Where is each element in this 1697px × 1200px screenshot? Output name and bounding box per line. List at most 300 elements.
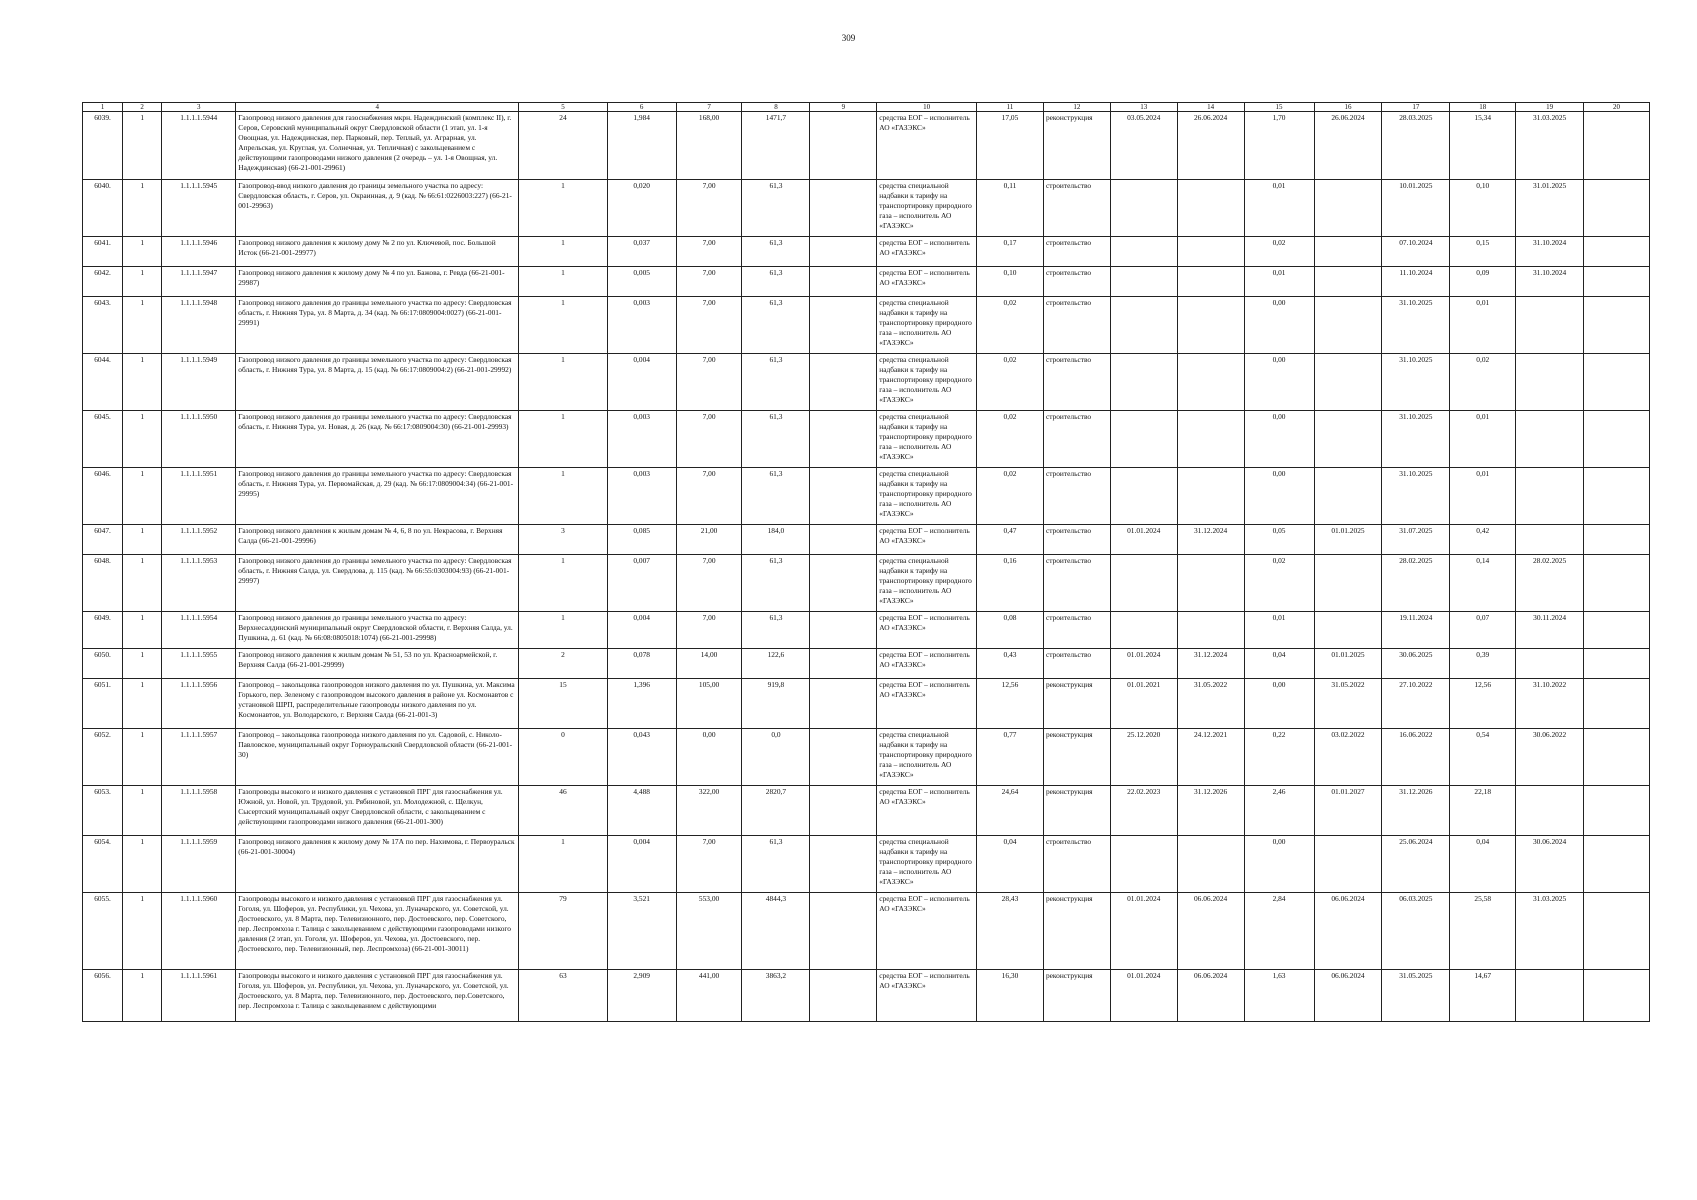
table-cell-col-3: 1.1.1.1.5958 bbox=[162, 786, 236, 836]
table-cell-col-14 bbox=[1177, 612, 1244, 649]
table-cell-col-10: средства ЕОГ – исполнитель АО «ГАЗЭКС» bbox=[877, 679, 977, 729]
table-cell-col-9 bbox=[810, 555, 877, 612]
table-cell-col-1: 6044. bbox=[83, 354, 123, 411]
table-cell-col-7: 322,00 bbox=[676, 786, 742, 836]
table-cell-col-5: 1 bbox=[519, 612, 607, 649]
table-cell-col-9 bbox=[810, 354, 877, 411]
table-cell-col-18: 14,67 bbox=[1450, 970, 1516, 1022]
table-cell-col-20 bbox=[1584, 836, 1650, 893]
table-cell-col-4: Газопроводы высокого и низкого давления с установкой ПРГ для газоснабжения ул. Южной, ул. Новой, ул. Трудовой, ул. Рябиновой, ул. Молодежной, с. Щелкун, Сысертский муниципальный округ Свердловской области, с закольцеванием с действующими газопроводами низкого давления (66-21-001-300) bbox=[236, 786, 519, 836]
table-cell-col-10: средства ЕОГ – исполнитель АО «ГАЗЭКС» bbox=[877, 612, 977, 649]
table-cell-col-3: 1.1.1.1.5951 bbox=[162, 468, 236, 525]
table-cell-col-2: 1 bbox=[123, 180, 162, 237]
table-row bbox=[83, 267, 1650, 297]
table-cell-col-9 bbox=[810, 267, 877, 297]
table-cell-col-2: 1 bbox=[123, 354, 162, 411]
table-cell-col-17: 31.12.2026 bbox=[1382, 786, 1450, 836]
table-cell-col-7: 7,00 bbox=[676, 555, 742, 612]
table-cell-col-8: 61,3 bbox=[742, 267, 810, 297]
table-cell-col-9 bbox=[810, 679, 877, 729]
table-cell-col-20 bbox=[1584, 729, 1650, 786]
table-cell-col-16 bbox=[1314, 468, 1382, 525]
table-cell-col-19: 30.11.2024 bbox=[1516, 612, 1584, 649]
table-cell-col-4: Газопровод низкого давления к жилому дому № 17А по пер. Нахимова, г. Первоуральск (66-21-001-30004) bbox=[236, 836, 519, 893]
table-cell-col-6: 0,020 bbox=[607, 180, 676, 237]
table-cell-col-8: 61,3 bbox=[742, 237, 810, 267]
table-cell-col-19: 28.02.2025 bbox=[1516, 555, 1584, 612]
table-cell-col-7: 7,00 bbox=[676, 180, 742, 237]
table-cell-col-10: средства ЕОГ – исполнитель АО «ГАЗЭКС» bbox=[877, 893, 977, 970]
table-cell-col-12: строительство bbox=[1043, 836, 1110, 893]
table-cell-col-2: 1 bbox=[123, 555, 162, 612]
table-cell-col-2: 1 bbox=[123, 729, 162, 786]
table-cell-col-10: средства специальной надбавки к тарифу на транспортировку природного газа – исполнитель АО «ГАЗЭКС» bbox=[877, 180, 977, 237]
table-cell-col-16: 26.06.2024 bbox=[1314, 112, 1382, 180]
column-header-5: 5 bbox=[519, 103, 607, 112]
table-cell-col-7: 21,00 bbox=[676, 525, 742, 555]
table-cell-col-15: 1,63 bbox=[1244, 970, 1314, 1022]
table-row bbox=[83, 970, 1650, 1022]
table-row bbox=[83, 679, 1650, 729]
table-cell-col-19: 31.03.2025 bbox=[1516, 112, 1584, 180]
table-cell-col-4: Газопровод низкого давления до границы земельного участка по адресу: Свердловская область, г. Нижняя Салда, ул. Свердлова, д. 115 (кад. № 66:55:0303004:93) (66-21-001-29997) bbox=[236, 555, 519, 612]
table-cell-col-13: 22.02.2023 bbox=[1110, 786, 1177, 836]
table-cell-col-20 bbox=[1584, 180, 1650, 237]
table-cell-col-16: 03.02.2022 bbox=[1314, 729, 1382, 786]
table-cell-col-12: строительство bbox=[1043, 237, 1110, 267]
table-cell-col-4: Газопровод – закольцовка газопровода низкого давления по ул. Садовой, с. Николо-Павловское, муниципальный округ Горноуральский Свердловской области (66-21-001-30) bbox=[236, 729, 519, 786]
table-cell-col-3: 1.1.1.1.5960 bbox=[162, 893, 236, 970]
table-cell-col-7: 7,00 bbox=[676, 354, 742, 411]
table-row bbox=[83, 612, 1650, 649]
table-cell-col-12: реконструкция bbox=[1043, 112, 1110, 180]
table-cell-col-20 bbox=[1584, 555, 1650, 612]
table-cell-col-6: 3,521 bbox=[607, 893, 676, 970]
table-cell-col-3: 1.1.1.1.5954 bbox=[162, 612, 236, 649]
table-row bbox=[83, 411, 1650, 468]
table-cell-col-13 bbox=[1110, 237, 1177, 267]
table-cell-col-1: 6043. bbox=[83, 297, 123, 354]
table-cell-col-2: 1 bbox=[123, 786, 162, 836]
table-cell-col-18: 0,42 bbox=[1450, 525, 1516, 555]
table-cell-col-5: 79 bbox=[519, 893, 607, 970]
table-cell-col-4: Газопровод низкого давления до границы земельного участка по адресу: Верхнесалдинский муниципальный округ Свердловской области, г. Верхняя Салда, ул. Пушкина, д. 61 (кад. № 66:08:0805018:1074) (66-21-001-29998) bbox=[236, 612, 519, 649]
table-cell-col-12: строительство bbox=[1043, 612, 1110, 649]
table-cell-col-13 bbox=[1110, 180, 1177, 237]
column-header-15: 15 bbox=[1244, 103, 1314, 112]
table-cell-col-2: 1 bbox=[123, 267, 162, 297]
table-cell-col-17: 25.06.2024 bbox=[1382, 836, 1450, 893]
table-cell-col-17: 16.06.2022 bbox=[1382, 729, 1450, 786]
table-cell-col-19: 31.10.2024 bbox=[1516, 267, 1584, 297]
table-cell-col-19 bbox=[1516, 468, 1584, 525]
table-cell-col-5: 2 bbox=[519, 649, 607, 679]
column-header-13: 13 bbox=[1110, 103, 1177, 112]
table-cell-col-17: 19.11.2024 bbox=[1382, 612, 1450, 649]
table-cell-col-7: 0,00 bbox=[676, 729, 742, 786]
table-cell-col-11: 0,02 bbox=[977, 411, 1044, 468]
table-cell-col-3: 1.1.1.1.5945 bbox=[162, 180, 236, 237]
table-cell-col-1: 6049. bbox=[83, 612, 123, 649]
table-cell-col-10: средства специальной надбавки к тарифу на транспортировку природного газа – исполнитель АО «ГАЗЭКС» bbox=[877, 411, 977, 468]
table-cell-col-9 bbox=[810, 180, 877, 237]
table-cell-col-6: 0,005 bbox=[607, 267, 676, 297]
table-cell-col-16: 06.06.2024 bbox=[1314, 970, 1382, 1022]
table-cell-col-11: 0,16 bbox=[977, 555, 1044, 612]
table-cell-col-20 bbox=[1584, 679, 1650, 729]
table-body bbox=[83, 112, 1650, 1022]
table-cell-col-14: 31.12.2024 bbox=[1177, 525, 1244, 555]
table-cell-col-10: средства ЕОГ – исполнитель АО «ГАЗЭКС» bbox=[877, 970, 977, 1022]
table-cell-col-5: 1 bbox=[519, 237, 607, 267]
table-cell-col-17: 28.02.2025 bbox=[1382, 555, 1450, 612]
table-cell-col-3: 1.1.1.1.5952 bbox=[162, 525, 236, 555]
table-cell-col-20 bbox=[1584, 468, 1650, 525]
table-cell-col-7: 441,00 bbox=[676, 970, 742, 1022]
table-cell-col-17: 31.10.2025 bbox=[1382, 354, 1450, 411]
table-cell-col-14: 06.06.2024 bbox=[1177, 970, 1244, 1022]
table-cell-col-17: 30.06.2025 bbox=[1382, 649, 1450, 679]
table-cell-col-15: 0,04 bbox=[1244, 649, 1314, 679]
table-cell-col-15: 2,46 bbox=[1244, 786, 1314, 836]
table-cell-col-19 bbox=[1516, 649, 1584, 679]
table-cell-col-13 bbox=[1110, 267, 1177, 297]
table-cell-col-1: 6050. bbox=[83, 649, 123, 679]
table-row bbox=[83, 555, 1650, 612]
table-cell-col-12: реконструкция bbox=[1043, 679, 1110, 729]
table-cell-col-8: 61,3 bbox=[742, 555, 810, 612]
table-cell-col-13 bbox=[1110, 411, 1177, 468]
table-cell-col-14: 31.12.2024 bbox=[1177, 649, 1244, 679]
table-cell-col-1: 6056. bbox=[83, 970, 123, 1022]
table-cell-col-18: 0,54 bbox=[1450, 729, 1516, 786]
table-cell-col-8: 919,8 bbox=[742, 679, 810, 729]
table-cell-col-8: 61,3 bbox=[742, 836, 810, 893]
table-cell-col-20 bbox=[1584, 237, 1650, 267]
table-cell-col-10: средства ЕОГ – исполнитель АО «ГАЗЭКС» bbox=[877, 267, 977, 297]
table-cell-col-15: 0,05 bbox=[1244, 525, 1314, 555]
investment-table bbox=[82, 102, 1650, 1022]
table-cell-col-19 bbox=[1516, 525, 1584, 555]
table-cell-col-19: 31.03.2025 bbox=[1516, 893, 1584, 970]
table-cell-col-19: 31.10.2024 bbox=[1516, 237, 1584, 267]
table-cell-col-13: 25.12.2020 bbox=[1110, 729, 1177, 786]
table-cell-col-19: 31.01.2025 bbox=[1516, 180, 1584, 237]
table-cell-col-9 bbox=[810, 893, 877, 970]
table-cell-col-5: 46 bbox=[519, 786, 607, 836]
table-cell-col-16 bbox=[1314, 297, 1382, 354]
table-cell-col-12: строительство bbox=[1043, 267, 1110, 297]
table-cell-col-9 bbox=[810, 112, 877, 180]
table-cell-col-15: 0,22 bbox=[1244, 729, 1314, 786]
table-cell-col-18: 0,09 bbox=[1450, 267, 1516, 297]
table-cell-col-14: 06.06.2024 bbox=[1177, 893, 1244, 970]
table-cell-col-16 bbox=[1314, 237, 1382, 267]
table-cell-col-16 bbox=[1314, 354, 1382, 411]
table-cell-col-10: средства специальной надбавки к тарифу на транспортировку природного газа – исполнитель АО «ГАЗЭКС» bbox=[877, 836, 977, 893]
table-cell-col-11: 0,02 bbox=[977, 354, 1044, 411]
page-number: 309 bbox=[841, 33, 856, 43]
table-cell-col-20 bbox=[1584, 297, 1650, 354]
table-cell-col-18: 0,01 bbox=[1450, 468, 1516, 525]
table-cell-col-16: 01.01.2027 bbox=[1314, 786, 1382, 836]
table-cell-col-4: Газопроводы высокого и низкого давления с установкой ПРГ для газоснабжения ул. Гоголя, ул. Шоферов, ул. Республики, ул. Чехова, ул. Луначарского, ул. Советской, ул. Достоевского, ул. 8 Марта, пер. Телевизионного, пер. Достоевского, пер.Советского, пер. Леспромхоза г. Талица с закольцеванием с действующими bbox=[236, 970, 519, 1022]
table-cell-col-20 bbox=[1584, 411, 1650, 468]
table-row bbox=[83, 649, 1650, 679]
table-cell-col-13 bbox=[1110, 836, 1177, 893]
table-cell-col-7: 7,00 bbox=[676, 411, 742, 468]
table-cell-col-4: Газопровод низкого давления к жилым домам № 4, 6, 8 по ул. Некрасова, г. Верхняя Салда (66-21-001-29996) bbox=[236, 525, 519, 555]
table-cell-col-8: 4844,3 bbox=[742, 893, 810, 970]
table-cell-col-17: 31.07.2025 bbox=[1382, 525, 1450, 555]
table-cell-col-3: 1.1.1.1.5950 bbox=[162, 411, 236, 468]
table-cell-col-1: 6047. bbox=[83, 525, 123, 555]
table-cell-col-3: 1.1.1.1.5955 bbox=[162, 649, 236, 679]
table-cell-col-13: 01.01.2024 bbox=[1110, 649, 1177, 679]
table-cell-col-18: 22,18 bbox=[1450, 786, 1516, 836]
table-cell-col-3: 1.1.1.1.5959 bbox=[162, 836, 236, 893]
table-cell-col-5: 1 bbox=[519, 297, 607, 354]
table-row bbox=[83, 112, 1650, 180]
table-cell-col-3: 1.1.1.1.5948 bbox=[162, 297, 236, 354]
table-cell-col-7: 7,00 bbox=[676, 267, 742, 297]
table-cell-col-17: 31.05.2025 bbox=[1382, 970, 1450, 1022]
column-header-3: 3 bbox=[162, 103, 236, 112]
table-row bbox=[83, 180, 1650, 237]
table-cell-col-1: 6045. bbox=[83, 411, 123, 468]
table-cell-col-7: 7,00 bbox=[676, 237, 742, 267]
table-cell-col-18: 0,14 bbox=[1450, 555, 1516, 612]
table-cell-col-15: 0,01 bbox=[1244, 612, 1314, 649]
table-cell-col-12: реконструкция bbox=[1043, 893, 1110, 970]
table-cell-col-4: Газопровод низкого давления к жилому дому № 2 по ул. Ключевой, пос. Большой Исток (66-21-001-29977) bbox=[236, 237, 519, 267]
table-cell-col-2: 1 bbox=[123, 468, 162, 525]
table-row bbox=[83, 297, 1650, 354]
table-cell-col-15: 2,84 bbox=[1244, 893, 1314, 970]
table-cell-col-19: 30.06.2022 bbox=[1516, 729, 1584, 786]
table-cell-col-13 bbox=[1110, 555, 1177, 612]
table-row bbox=[83, 786, 1650, 836]
table-cell-col-11: 0,17 bbox=[977, 237, 1044, 267]
table-cell-col-14: 24.12.2021 bbox=[1177, 729, 1244, 786]
table-cell-col-8: 61,3 bbox=[742, 180, 810, 237]
table-cell-col-6: 0,007 bbox=[607, 555, 676, 612]
table-cell-col-11: 17,05 bbox=[977, 112, 1044, 180]
table-cell-col-8: 61,3 bbox=[742, 468, 810, 525]
table-cell-col-13: 01.01.2024 bbox=[1110, 970, 1177, 1022]
table-cell-col-4: Газопровод низкого давления до границы земельного участка по адресу: Свердловская область, г. Нижняя Тура, ул. Новая, д. 26 (кад. № 66:17:0809004:30) (66-21-001-29993) bbox=[236, 411, 519, 468]
table-cell-col-14 bbox=[1177, 555, 1244, 612]
table-cell-col-16 bbox=[1314, 612, 1382, 649]
table-cell-col-4: Газопровод низкого давления до границы земельного участка по адресу: Свердловская область, г. Нижняя Тура, ул. 8 Марта, д. 15 (кад. № 66:17:0809004:2) (66-21-001-29992) bbox=[236, 354, 519, 411]
table-cell-col-1: 6040. bbox=[83, 180, 123, 237]
table-cell-col-14: 31.12.2026 bbox=[1177, 786, 1244, 836]
table-cell-col-4: Газопровод низкого давления к жилым домам № 51, 53 по ул. Красноармейской, г. Верхняя Салда (66-21-001-29999) bbox=[236, 649, 519, 679]
table-cell-col-12: строительство bbox=[1043, 555, 1110, 612]
table-cell-col-2: 1 bbox=[123, 411, 162, 468]
table-cell-col-11: 12,56 bbox=[977, 679, 1044, 729]
table-cell-col-6: 0,004 bbox=[607, 836, 676, 893]
table-cell-col-3: 1.1.1.1.5961 bbox=[162, 970, 236, 1022]
table-cell-col-15: 0,01 bbox=[1244, 180, 1314, 237]
table-cell-col-6: 2,909 bbox=[607, 970, 676, 1022]
table-cell-col-16: 01.01.2025 bbox=[1314, 525, 1382, 555]
table-cell-col-12: строительство bbox=[1043, 411, 1110, 468]
table-cell-col-16 bbox=[1314, 267, 1382, 297]
table-cell-col-8: 61,3 bbox=[742, 411, 810, 468]
table-cell-col-1: 6051. bbox=[83, 679, 123, 729]
table-cell-col-7: 105,00 bbox=[676, 679, 742, 729]
table-cell-col-8: 2820,7 bbox=[742, 786, 810, 836]
table-cell-col-13 bbox=[1110, 297, 1177, 354]
table-cell-col-14 bbox=[1177, 267, 1244, 297]
table-cell-col-11: 0,10 bbox=[977, 267, 1044, 297]
table-cell-col-8: 1471,7 bbox=[742, 112, 810, 180]
table-cell-col-8: 61,3 bbox=[742, 612, 810, 649]
table-cell-col-15: 0,00 bbox=[1244, 297, 1314, 354]
table-cell-col-6: 0,078 bbox=[607, 649, 676, 679]
table-cell-col-5: 1 bbox=[519, 836, 607, 893]
table-cell-col-1: 6052. bbox=[83, 729, 123, 786]
table-cell-col-4: Газопровод низкого давления к жилому дому № 4 по ул. Бажова, г. Ревда (66-21-001-29987) bbox=[236, 267, 519, 297]
table-cell-col-7: 553,00 bbox=[676, 893, 742, 970]
table-cell-col-17: 10.01.2025 bbox=[1382, 180, 1450, 237]
table-cell-col-14 bbox=[1177, 354, 1244, 411]
table-cell-col-9 bbox=[810, 525, 877, 555]
column-header-19: 19 bbox=[1516, 103, 1584, 112]
table-cell-col-12: реконструкция bbox=[1043, 786, 1110, 836]
table-cell-col-6: 0,085 bbox=[607, 525, 676, 555]
table-cell-col-10: средства ЕОГ – исполнитель АО «ГАЗЭКС» bbox=[877, 237, 977, 267]
table-cell-col-18: 12,56 bbox=[1450, 679, 1516, 729]
table-cell-col-1: 6039. bbox=[83, 112, 123, 180]
table-cell-col-12: реконструкция bbox=[1043, 729, 1110, 786]
table-row bbox=[83, 836, 1650, 893]
table-cell-col-11: 16,30 bbox=[977, 970, 1044, 1022]
column-header-12: 12 bbox=[1043, 103, 1110, 112]
table-cell-col-14 bbox=[1177, 411, 1244, 468]
table-cell-col-19 bbox=[1516, 970, 1584, 1022]
table-cell-col-6: 0,003 bbox=[607, 468, 676, 525]
table-cell-col-10: средства специальной надбавки к тарифу на транспортировку природного газа – исполнитель АО «ГАЗЭКС» bbox=[877, 297, 977, 354]
table-cell-col-11: 0,02 bbox=[977, 297, 1044, 354]
table-cell-col-5: 1 bbox=[519, 468, 607, 525]
table-cell-col-11: 0,43 bbox=[977, 649, 1044, 679]
table-cell-col-16 bbox=[1314, 411, 1382, 468]
table-cell-col-20 bbox=[1584, 649, 1650, 679]
table-cell-col-18: 25,58 bbox=[1450, 893, 1516, 970]
table-cell-col-6: 0,004 bbox=[607, 354, 676, 411]
table-cell-col-6: 1,984 bbox=[607, 112, 676, 180]
table-cell-col-2: 1 bbox=[123, 679, 162, 729]
table-cell-col-5: 3 bbox=[519, 525, 607, 555]
table-cell-col-13 bbox=[1110, 354, 1177, 411]
table-cell-col-14 bbox=[1177, 180, 1244, 237]
table-cell-col-20 bbox=[1584, 267, 1650, 297]
table-cell-col-11: 28,43 bbox=[977, 893, 1044, 970]
table-cell-col-2: 1 bbox=[123, 836, 162, 893]
table-cell-col-20 bbox=[1584, 970, 1650, 1022]
table-cell-col-4: Газопровод – закольцовка газопроводов низкого давления по ул. Пушкина, ул. Максима Горького, пер. Зеленому с газопроводом высокого давления в районе ул. Космонавтов с установкой ШРП, распределительные газопроводы низкого давления по ул. Космонавтов, ул. Володарского, г. Верхняя Салда (66-21-001-3) bbox=[236, 679, 519, 729]
table-cell-col-2: 1 bbox=[123, 649, 162, 679]
table-cell-col-3: 1.1.1.1.5946 bbox=[162, 237, 236, 267]
table-cell-col-7: 7,00 bbox=[676, 612, 742, 649]
table-cell-col-9 bbox=[810, 297, 877, 354]
column-header-18: 18 bbox=[1450, 103, 1516, 112]
table-cell-col-11: 0,11 bbox=[977, 180, 1044, 237]
table-cell-col-9 bbox=[810, 411, 877, 468]
table-cell-col-8: 3863,2 bbox=[742, 970, 810, 1022]
table-cell-col-5: 24 bbox=[519, 112, 607, 180]
table-cell-col-6: 0,043 bbox=[607, 729, 676, 786]
table-cell-col-17: 31.10.2025 bbox=[1382, 297, 1450, 354]
table-cell-col-15: 0,00 bbox=[1244, 411, 1314, 468]
table-cell-col-9 bbox=[810, 836, 877, 893]
table-cell-col-18: 0,02 bbox=[1450, 354, 1516, 411]
column-header-16: 16 bbox=[1314, 103, 1382, 112]
table-cell-col-9 bbox=[810, 786, 877, 836]
table-cell-col-18: 0,07 bbox=[1450, 612, 1516, 649]
table-cell-col-1: 6053. bbox=[83, 786, 123, 836]
table-cell-col-7: 7,00 bbox=[676, 836, 742, 893]
table-cell-col-10: средства ЕОГ – исполнитель АО «ГАЗЭКС» bbox=[877, 786, 977, 836]
table-cell-col-16: 06.06.2024 bbox=[1314, 893, 1382, 970]
table-cell-col-2: 1 bbox=[123, 612, 162, 649]
table-cell-col-14 bbox=[1177, 297, 1244, 354]
table-cell-col-3: 1.1.1.1.5947 bbox=[162, 267, 236, 297]
table-cell-col-18: 0,39 bbox=[1450, 649, 1516, 679]
table-cell-col-18: 0,04 bbox=[1450, 836, 1516, 893]
table-row bbox=[83, 893, 1650, 970]
table-cell-col-13: 01.01.2024 bbox=[1110, 525, 1177, 555]
table-cell-col-5: 15 bbox=[519, 679, 607, 729]
column-number-header bbox=[83, 103, 1650, 112]
table-cell-col-7: 7,00 bbox=[676, 297, 742, 354]
table-cell-col-13: 03.05.2024 bbox=[1110, 112, 1177, 180]
table-cell-col-19 bbox=[1516, 411, 1584, 468]
table-cell-col-13 bbox=[1110, 468, 1177, 525]
table-cell-col-3: 1.1.1.1.5956 bbox=[162, 679, 236, 729]
table-cell-col-9 bbox=[810, 612, 877, 649]
table-cell-col-17: 06.03.2025 bbox=[1382, 893, 1450, 970]
table-cell-col-16 bbox=[1314, 836, 1382, 893]
table-cell-col-4: Газопроводы высокого и низкого давления с установкой ПРГ для газоснабжения ул. Гоголя, ул. Шоферов, ул. Республики, ул. Чехова, ул. Луначарского, ул. Советской, ул. Достоевского, ул. 8 Марта, пер. Телевизионного, пер. Достоевского, пер. Советского, пер. Леспромхоза г. Талица с закольцеванием с действующими газопроводами низкого давления (2 этап, ул. Гоголя, ул. Шоферов, ул. Чехова, ул. Достоевского, пер. Достоевского, пер. Телевизионный, пер. Леспромхоза) (66-21-001-30011) bbox=[236, 893, 519, 970]
table-cell-col-7: 14,00 bbox=[676, 649, 742, 679]
table-cell-col-10: средства специальной надбавки к тарифу на транспортировку природного газа – исполнитель АО «ГАЗЭКС» bbox=[877, 468, 977, 525]
table-cell-col-18: 15,34 bbox=[1450, 112, 1516, 180]
table-cell-col-4: Газопровод низкого давления до границы земельного участка по адресу: Свердловская область, г. Нижняя Тура, ул. 8 Марта, д. 34 (кад. № 66:17:0809004:0027) (66-21-001-29991) bbox=[236, 297, 519, 354]
column-header-1: 1 bbox=[83, 103, 123, 112]
table-cell-col-17: 11.10.2024 bbox=[1382, 267, 1450, 297]
table-cell-col-20 bbox=[1584, 112, 1650, 180]
table-cell-col-6: 0,004 bbox=[607, 612, 676, 649]
table-row bbox=[83, 354, 1650, 411]
table-cell-col-3: 1.1.1.1.5949 bbox=[162, 354, 236, 411]
table-cell-col-1: 6048. bbox=[83, 555, 123, 612]
table-cell-col-5: 1 bbox=[519, 354, 607, 411]
table-cell-col-15: 0,00 bbox=[1244, 679, 1314, 729]
table-cell-col-20 bbox=[1584, 354, 1650, 411]
table-cell-col-12: строительство bbox=[1043, 354, 1110, 411]
table-cell-col-12: строительство bbox=[1043, 297, 1110, 354]
table-cell-col-2: 1 bbox=[123, 112, 162, 180]
table-row bbox=[83, 237, 1650, 267]
table-cell-col-16: 31.05.2022 bbox=[1314, 679, 1382, 729]
table-cell-col-17: 31.10.2025 bbox=[1382, 411, 1450, 468]
table-cell-col-4: Газопровод-ввод низкого давления до границы земельного участка по адресу: Свердловская область, г. Серов, ул. Окраинная, д. 9 (кад. № 66:61:0226003:227) (66-21-001-29963) bbox=[236, 180, 519, 237]
table-cell-col-17: 07.10.2024 bbox=[1382, 237, 1450, 267]
table-cell-col-14 bbox=[1177, 836, 1244, 893]
